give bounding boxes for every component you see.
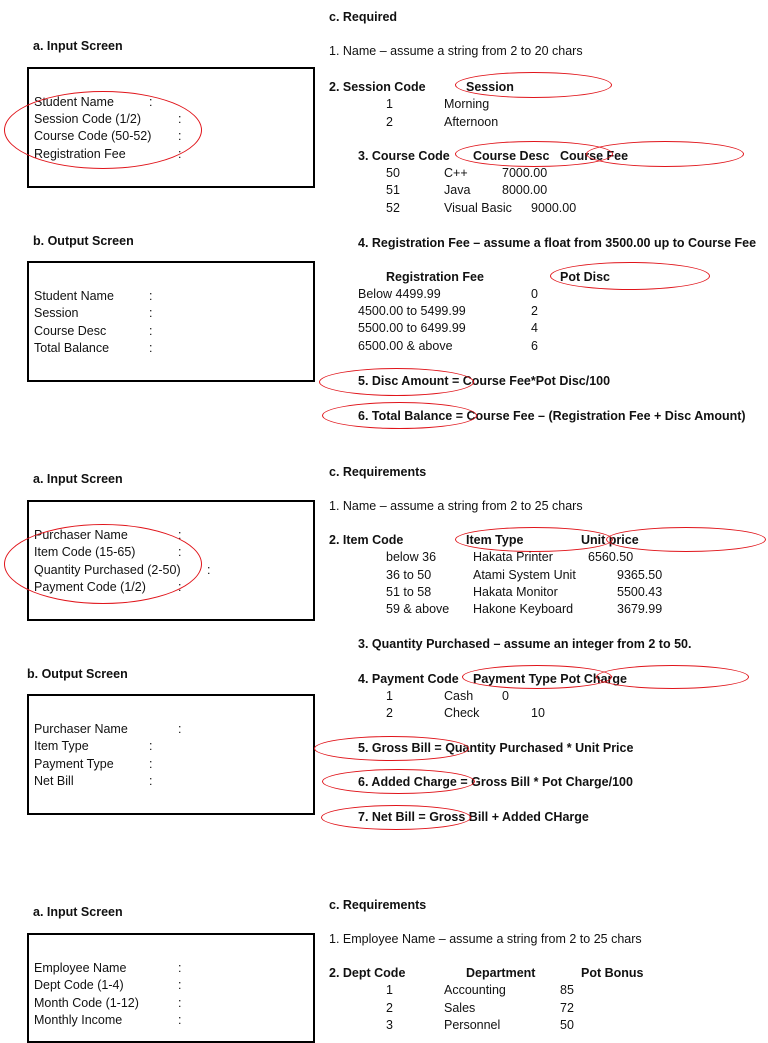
field-month-code: Month Code (1-12) — [34, 996, 139, 1010]
colon: : — [178, 147, 182, 161]
input-screen-title: a. Input Screen — [33, 39, 123, 53]
item-type: Hakata Monitor — [473, 585, 558, 599]
item-range: below 36 — [386, 550, 437, 564]
req-4-head: Payment Type Pot Charge — [473, 672, 627, 686]
red-circle-annotation — [455, 527, 613, 552]
field-employee-name: Employee Name — [34, 961, 127, 975]
req-2-head-bonus: Pot Bonus — [581, 966, 644, 980]
field-session-code: Session Code (1/2) — [34, 112, 142, 126]
dept-name: Personnel — [444, 1018, 501, 1032]
output-screen-title: b. Output Screen — [27, 667, 128, 681]
dept-name: Sales — [444, 1001, 476, 1015]
course-fee: 7000.00 — [502, 166, 548, 180]
field-quantity-purchased: Quantity Purchased (2-50) — [34, 563, 181, 577]
field-registration-fee: Registration Fee — [34, 147, 126, 161]
field-payment-code: Payment Code (1/2) — [34, 580, 146, 594]
req-3-label: 3. Course Code — [358, 149, 450, 163]
req-5: 5. Gross Bill = Quantity Purchased * Unit Price — [358, 741, 634, 755]
colon: : — [178, 996, 182, 1010]
dept-code: 2 — [386, 1001, 393, 1015]
requirements-title: c. Requirements — [329, 898, 427, 912]
colon: : — [178, 580, 182, 594]
colon: : — [149, 757, 153, 771]
field-student-name: Student Name — [34, 95, 114, 109]
field-dept-code: Dept Code (1-4) — [34, 978, 124, 992]
item-price: 5500.43 — [617, 585, 663, 599]
pay-type: Check — [444, 706, 480, 720]
item-price: 9365.50 — [617, 568, 663, 582]
item-price: 6560.50 — [588, 550, 634, 564]
colon: : — [178, 112, 182, 126]
course-fee: 9000.00 — [531, 201, 577, 215]
red-circle-annotation — [314, 736, 469, 761]
req-4-label: 4. Payment Code — [358, 672, 459, 686]
req-2-label: 2. Item Code — [329, 533, 404, 547]
pay-charge: 0 — [502, 689, 509, 703]
colon: : — [207, 563, 211, 577]
colon: : — [149, 341, 153, 355]
colon: : — [149, 774, 153, 788]
req-6: 6. Total Balance = Course Fee – (Registration Fee + Disc Amount) — [358, 409, 746, 423]
colon: : — [149, 289, 153, 303]
course-desc: C++ — [444, 166, 468, 180]
red-circle-annotation — [4, 524, 202, 604]
out-student-name: Student Name — [34, 289, 114, 303]
disc-range: Below 4499.99 — [358, 287, 441, 301]
colon: : — [178, 129, 182, 143]
req-3: 3. Quantity Purchased – assume an integer from 2 to 50. — [358, 637, 692, 651]
colon: : — [178, 1013, 182, 1027]
dept-bonus: 85 — [560, 983, 574, 997]
red-circle-annotation — [455, 72, 612, 98]
colon: : — [178, 722, 182, 736]
required-title: c. Required — [329, 10, 398, 24]
pay-code: 1 — [386, 689, 393, 703]
red-circle-annotation — [322, 769, 475, 794]
item-type: Hakata Printer — [473, 550, 553, 564]
session-name: Afternoon — [444, 115, 499, 129]
out-payment-type: Payment Type — [34, 757, 114, 771]
req-3-head-desc: Course Desc — [473, 149, 550, 163]
out-item-type: Item Type — [34, 739, 89, 753]
colon: : — [149, 739, 153, 753]
dept-name: Accounting — [444, 983, 506, 997]
output-screen-title: b. Output Screen — [33, 234, 134, 248]
red-circle-annotation — [586, 141, 744, 167]
req-1: 1. Name – assume a string from 2 to 25 chars — [329, 499, 583, 513]
req-7: 7. Net Bill = Gross Bill + Added CHarge — [358, 810, 589, 824]
req-1: 1. Name – assume a string from 2 to 20 chars — [329, 44, 583, 58]
item-price: 3679.99 — [617, 602, 663, 616]
field-course-code: Course Code (50-52) — [34, 129, 152, 143]
red-circle-annotation — [322, 402, 477, 429]
red-circle-annotation — [319, 368, 474, 396]
session-code: 1 — [386, 97, 393, 111]
pay-charge: 10 — [531, 706, 545, 720]
field-purchaser-name: Purchaser Name — [34, 528, 128, 542]
disc-range: 6500.00 & above — [358, 339, 453, 353]
input-screen-title: a. Input Screen — [33, 905, 123, 919]
item-type: Atami System Unit — [473, 568, 576, 582]
red-circle-annotation — [550, 262, 710, 290]
req-5: 5. Disc Amount = Course Fee*Pot Disc/100 — [358, 374, 611, 388]
colon: : — [149, 306, 153, 320]
red-circle-annotation — [596, 665, 749, 689]
disc-pct: 6 — [531, 339, 538, 353]
req-3-head-fee: Course Fee — [560, 149, 629, 163]
req-2-label: 2. Dept Code — [329, 966, 406, 980]
red-circle-annotation — [4, 91, 202, 169]
colon: : — [149, 324, 153, 338]
disc-range: 5500.00 to 6499.99 — [358, 321, 466, 335]
disc-range: 4500.00 to 5499.99 — [358, 304, 466, 318]
req-4-head-disc: Pot Disc — [560, 270, 611, 284]
course-desc: Visual Basic — [444, 201, 512, 215]
red-circle-annotation — [606, 527, 766, 552]
dept-code: 3 — [386, 1018, 393, 1032]
pay-type: Cash — [444, 689, 474, 703]
disc-pct: 4 — [531, 321, 538, 335]
disc-pct: 0 — [531, 287, 538, 301]
req-6: 6. Added Charge = Gross Bill * Pot Charge/100 — [358, 775, 633, 789]
output-screen-box — [27, 694, 315, 815]
output-screen-box — [27, 261, 315, 382]
session-name: Morning — [444, 97, 490, 111]
req-2-head-dept: Department — [466, 966, 536, 980]
pay-code: 2 — [386, 706, 393, 720]
out-session: Session — [34, 306, 79, 320]
req-4-head-fee: Registration Fee — [386, 270, 484, 284]
req-2-head-price: Unit price — [581, 533, 639, 547]
colon: : — [178, 978, 182, 992]
item-range: 51 to 58 — [386, 585, 432, 599]
course-fee: 8000.00 — [502, 183, 548, 197]
dept-bonus: 50 — [560, 1018, 574, 1032]
disc-pct: 2 — [531, 304, 538, 318]
session-code: 2 — [386, 115, 393, 129]
course-code: 50 — [386, 166, 400, 180]
req-2-head-type: Item Type — [466, 533, 524, 547]
req-2-label: 2. Session Code — [329, 80, 426, 94]
field-monthly-income: Monthly Income — [34, 1013, 123, 1027]
item-range: 59 & above — [386, 602, 450, 616]
req-1: 1. Employee Name – assume a string from 2 to 25 chars — [329, 932, 642, 946]
requirements-title: c. Requirements — [329, 465, 427, 479]
field-item-code: Item Code (15-65) — [34, 545, 136, 559]
course-desc: Java — [444, 183, 471, 197]
colon: : — [178, 528, 182, 542]
red-circle-annotation — [321, 805, 471, 830]
dept-bonus: 72 — [560, 1001, 574, 1015]
out-net-bill: Net Bill — [34, 774, 74, 788]
input-screen-title: a. Input Screen — [33, 472, 123, 486]
colon: : — [149, 95, 153, 109]
colon: : — [178, 545, 182, 559]
course-code: 51 — [386, 183, 400, 197]
red-circle-annotation — [462, 665, 612, 689]
colon: : — [178, 961, 182, 975]
dept-code: 1 — [386, 983, 393, 997]
out-course-desc: Course Desc — [34, 324, 107, 338]
course-code: 52 — [386, 201, 400, 215]
req-2-head: Session — [466, 80, 514, 94]
out-purchaser-name: Purchaser Name — [34, 722, 128, 736]
item-range: 36 to 50 — [386, 568, 432, 582]
out-total-balance: Total Balance — [34, 341, 110, 355]
item-type: Hakone Keyboard — [473, 602, 574, 616]
req-4: 4. Registration Fee – assume a float from 3500.00 up to Course Fee — [358, 236, 757, 250]
